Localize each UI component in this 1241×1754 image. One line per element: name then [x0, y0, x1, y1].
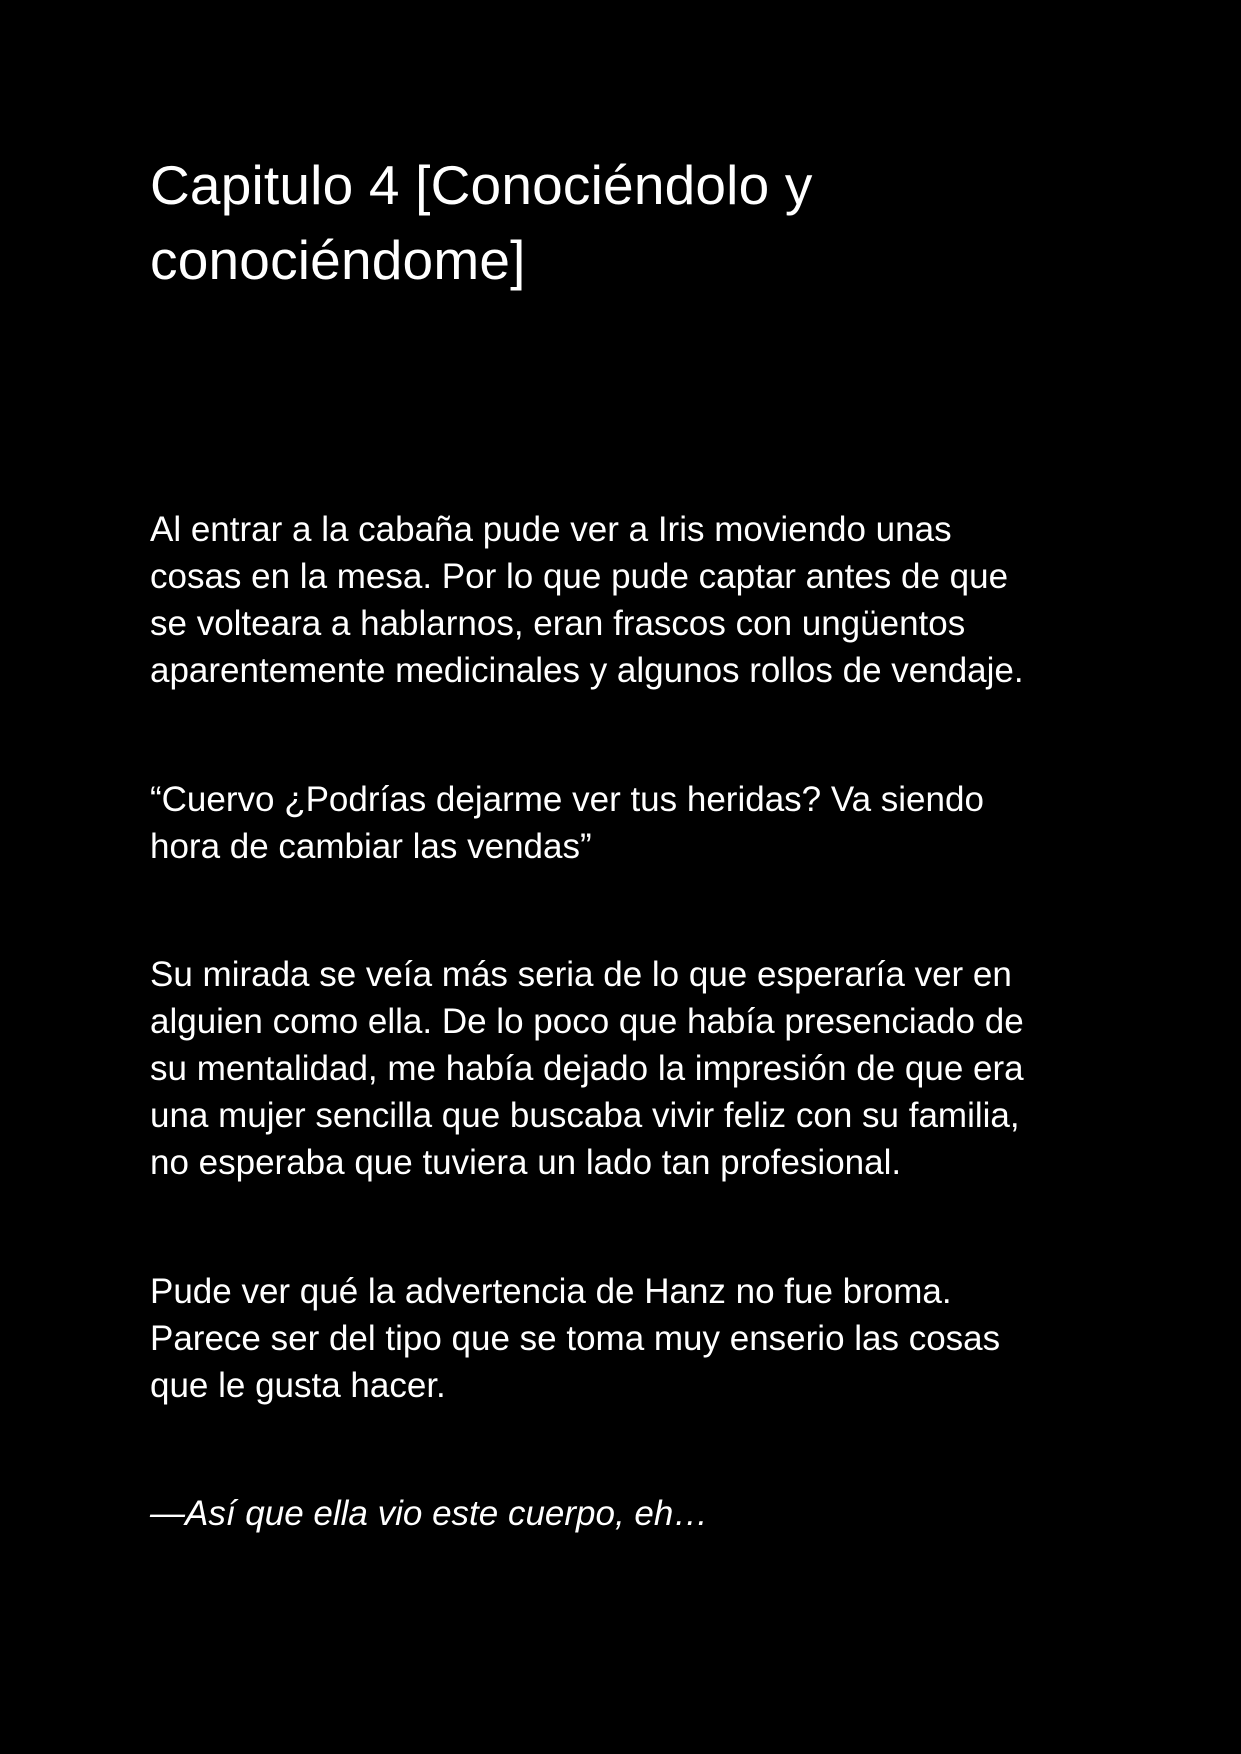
paragraph-line: aparentemente medicinales y algunos rollos de vendaje.: [150, 651, 1024, 690]
paragraph: [150, 506, 1110, 694]
paragraph-line: —Así que ella vio este cuerpo, eh…: [150, 1494, 709, 1533]
paragraph-line: no esperaba que tuviera un lado tan profesional.: [150, 1143, 902, 1182]
chapter-title-line: Capitulo 4 [Conociéndolo y: [150, 154, 813, 216]
paragraph-line: su mentalidad, me había dejado la impresión de que era: [150, 1049, 1024, 1088]
paragraph-line: una mujer sencilla que buscaba vivir feliz con su familia,: [150, 1096, 1020, 1135]
chapter-title-line: conociéndome]: [150, 229, 526, 291]
paragraph-line: cosas en la mesa. Por lo que pude captar antes de que: [150, 557, 1009, 596]
italic-thought-line: [150, 1490, 1110, 1537]
paragraph-line: Al entrar a la cabaña pude ver a Iris moviendo unas: [150, 510, 952, 549]
chapter-title: [150, 148, 1090, 298]
paragraph-line: se volteara a hablarnos, eran frascos con ungüentos: [150, 604, 966, 643]
paragraph-line: que le gusta hacer.: [150, 1366, 446, 1405]
paragraph: [150, 1268, 1110, 1409]
paragraph-line: hora de cambiar las vendas”: [150, 827, 592, 866]
paragraph-line: Su mirada se veía más seria de lo que esperaría ver en: [150, 955, 1012, 994]
paragraph-line: Pude ver qué la advertencia de Hanz no fue broma.: [150, 1272, 952, 1311]
paragraph-line: Parece ser del tipo que se toma muy enserio las cosas: [150, 1319, 1001, 1358]
dialogue-paragraph: [150, 776, 1110, 870]
paragraph: [150, 951, 1110, 1186]
paragraph-line: alguien como ella. De lo poco que había presenciado de: [150, 1002, 1024, 1041]
paragraph-line: “Cuervo ¿Podrías dejarme ver tus heridas? Va siendo: [150, 780, 984, 819]
